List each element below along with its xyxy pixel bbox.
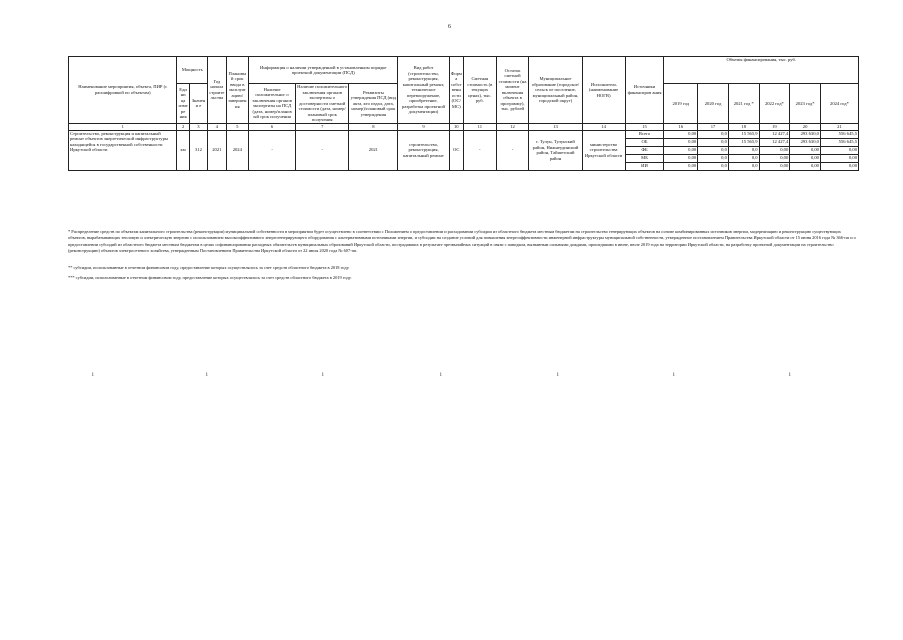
header-unit: Едини ца измере ния bbox=[177, 84, 189, 124]
funding-cell: 0,0 bbox=[698, 154, 729, 162]
row-remaining-cost: - bbox=[496, 130, 529, 170]
funding-source: МБ bbox=[625, 154, 664, 162]
header-year-2020: 2020 год bbox=[698, 84, 729, 124]
column-number: 12 bbox=[496, 123, 529, 130]
row-unit: км bbox=[177, 130, 189, 170]
funding-cell: 0,00 bbox=[790, 162, 821, 170]
funding-cell: 0,00 bbox=[664, 146, 698, 154]
funding-cell: 0,0 bbox=[728, 154, 759, 162]
scan-mark: i bbox=[206, 372, 208, 378]
program-table bbox=[68, 56, 859, 171]
row-psd-requisites: 2021 bbox=[349, 130, 398, 170]
column-number: 11 bbox=[463, 123, 496, 130]
header-reliability-conclusion: Наличие положительного заключения органов экспертизы о достоверности сметной стоимости (дата, номер/плановый срок получения bbox=[297, 84, 348, 122]
header-commissioning: Плановы й срок ввода в эксплуат ацию/завершения bbox=[226, 57, 249, 124]
funding-cell: 0,00 bbox=[664, 162, 698, 170]
column-number: 18 bbox=[728, 123, 759, 130]
funding-cell: 15 565,9 bbox=[728, 138, 759, 146]
column-number: 2 bbox=[177, 123, 189, 130]
header-municipality: Муниципальное образование (городское/сельск ое поселение, муниципальный район, городской округ) bbox=[529, 57, 582, 124]
header-start-year: Год начала строите льства bbox=[208, 57, 226, 124]
column-number: 13 bbox=[529, 123, 582, 130]
row-work-type: строительство, реконструкция, капитальный ремонт bbox=[398, 130, 449, 170]
funding-cell: 0,0 bbox=[698, 130, 729, 138]
funding-cell: 0,00 bbox=[790, 146, 821, 154]
funding-cell: 556 645,5 bbox=[820, 130, 858, 138]
funding-source: ОБ bbox=[625, 138, 664, 146]
row-ownership: ОС bbox=[449, 130, 463, 170]
row-estimated-cost: - bbox=[463, 130, 496, 170]
funding-cell: 0,00 bbox=[664, 130, 698, 138]
column-number-row bbox=[69, 123, 859, 130]
scan-mark: i bbox=[92, 372, 94, 378]
funding-cell: 15 565,9 bbox=[728, 130, 759, 138]
funding-cell: 0,0 bbox=[728, 146, 759, 154]
header-funding-volumes: Объемы финансирования, тыс. руб. bbox=[664, 57, 859, 84]
column-number: 17 bbox=[698, 123, 729, 130]
column-number: 14 bbox=[582, 123, 625, 130]
header-remaining-cost: Остаток сметной стоимости (на момент включения объекта в программу), тыс. рублей bbox=[496, 57, 529, 124]
header-funding-sources: Источники финансиров ания bbox=[625, 57, 664, 124]
header-year-2023: 2023 год* bbox=[790, 84, 821, 124]
header-estimated-cost: Сметная стоимость (в текущих ценах), тыс. руб. bbox=[463, 57, 496, 124]
column-number: 21 bbox=[820, 123, 858, 130]
scan-mark: i bbox=[673, 372, 675, 378]
page-number: 6 bbox=[448, 24, 451, 30]
column-number: 19 bbox=[759, 123, 790, 130]
header-year-2019: 2019 год bbox=[664, 84, 698, 124]
row-municipality: г. Тулун, Тулунский район, Нижнеудинский район, Тайшетский район bbox=[529, 130, 582, 170]
scan-mark: i bbox=[557, 372, 559, 378]
row-name: Строительство, реконструкция и капитальный ремонт объектов энергетической инфраструктуры находящейся в государственной собственности Иркутской области bbox=[69, 130, 177, 170]
header-psd-requisites: Реквизиты утверждения ПСД (вид акта, кто издал, дата, номер)/плановый срок утверждения bbox=[349, 84, 398, 124]
funding-cell: 0,00 bbox=[664, 138, 698, 146]
column-number: 1 bbox=[69, 123, 177, 130]
funding-cell: 0,00 bbox=[664, 154, 698, 162]
header-capacity: Мощность bbox=[177, 57, 208, 84]
funding-cell: 0,00 bbox=[790, 154, 821, 162]
row-start-year: 2021 bbox=[208, 130, 226, 170]
header-year-2024: 2024 год* bbox=[820, 84, 858, 124]
funding-cell: 0,0 bbox=[698, 162, 729, 170]
column-number: 9 bbox=[398, 123, 449, 130]
header-ownership: Форм а собст венн ости (ОС/ МС) bbox=[449, 57, 463, 124]
row-executor: министерство строительства Иркутской области bbox=[582, 130, 625, 170]
funding-source: Всего bbox=[625, 130, 664, 138]
funding-cell: 0,0 bbox=[698, 146, 729, 154]
column-number: 15 bbox=[625, 123, 664, 130]
funding-cell: 293 630,0 bbox=[790, 138, 821, 146]
funding-source: ФБ bbox=[625, 146, 664, 154]
footnote-double-star: ** субсидии, использованные в отчетном финансовом году, предоставление которых осуществлялось за счет средств областного бюджета в 2018 году. bbox=[68, 265, 350, 270]
funding-cell: 0,0 bbox=[728, 162, 759, 170]
column-number: 3 bbox=[189, 123, 207, 130]
row-commission-year: 2024 bbox=[226, 130, 249, 170]
table-row bbox=[69, 130, 859, 138]
scan-mark: i bbox=[789, 372, 791, 378]
funding-source: ИИ bbox=[625, 162, 664, 170]
header-positive-conclusion: Наличие положительног о заключения органов экспертизы на ПСД (дата, номер/планов ый срок получения bbox=[249, 84, 296, 124]
row-value: 312 bbox=[189, 130, 207, 170]
funding-cell: 0,00 bbox=[759, 162, 790, 170]
column-number: 20 bbox=[790, 123, 821, 130]
funding-cell: 293 630,0 bbox=[790, 130, 821, 138]
funding-cell: 0,00 bbox=[759, 154, 790, 162]
column-number: 5 bbox=[226, 123, 249, 130]
scan-mark: i bbox=[440, 372, 442, 378]
footnote-main: * Распределение средств по объектам капитального строительства (реконструкции) муниципальной собственности в мероприятии будет осуществлено в соответствии с Положением о предоставлении и расходовании субсидии из областного бюджета местным бюджетам на строительство генерирующих объектов на основе комбинированных источников энергии, модернизацию и реконструкцию существующих объектов, вырабатывающих тепловую и электрическую энергию с использованием высокоэффективного энергогенерирующего оборудования с альтернативными источниками энергии, и субсидии на создание условий для повышения энергоэффективности инженерной инфраструктуры муниципальной собственности, утвержденное постановлением Правительства Иркутской области от 15 июня 2016 года № 366-пп и о предоставлении субсидий из областного бюджета местным бюджетам в целях софинансирования расходных обязательств муниципальных образований Иркутской области, пострадавших в результате чрезвычайных ситуаций в связи с паводком, вызванным сильными дождями, прошедшими в июне, июле 2019 года на территории Иркутской области, на разработку проектной документации на строительство (реконструкцию) объектов электросетевого хозяйства, утвержденным Постановлением Правительства Иркутской области от 22 июля 2020 года № 607-пп. bbox=[68, 229, 856, 254]
column-number: 4 bbox=[208, 123, 226, 130]
header-executor: Исполнитель (наименование НОГВ) bbox=[582, 57, 625, 124]
column-number: 10 bbox=[449, 123, 463, 130]
funding-cell: 0,0 bbox=[698, 138, 729, 146]
funding-cell: 556 645,5 bbox=[820, 138, 858, 146]
column-number: 16 bbox=[664, 123, 698, 130]
column-number: 7 bbox=[296, 123, 349, 130]
funding-cell: 12 427,4 bbox=[759, 130, 790, 138]
funding-cell: 0,00 bbox=[820, 154, 858, 162]
header-design-docs: Информация о наличии утвержденной в установленном порядке проектной документации (ПСД) bbox=[249, 57, 398, 84]
row-reliability-conclusion: - bbox=[296, 130, 349, 170]
footnote-triple-star: *** субсидии, использованные в отчетном финансовом году, предоставление которых осуществлялось за счет средств областного бюджета в 2019 году. bbox=[68, 275, 352, 280]
funding-cell: 0,00 bbox=[820, 146, 858, 154]
funding-cell: 0,00 bbox=[759, 146, 790, 154]
funding-cell: 0,00 bbox=[820, 162, 858, 170]
column-number: 8 bbox=[349, 123, 398, 130]
header-year-2021: 2021 год * bbox=[728, 84, 759, 124]
row-positive-conclusion: - bbox=[249, 130, 296, 170]
scan-mark: i bbox=[322, 372, 324, 378]
header-name: Наименование мероприятия, объекта, ПИР (с расшифровкой по объектам) bbox=[69, 57, 177, 124]
column-number: 6 bbox=[249, 123, 296, 130]
header-work-type: Вид работ (строительство, реконструкция, капитальный ремонт, техническое перевооружение, приобретение, разработка проектной документации) bbox=[398, 57, 449, 124]
funding-cell: 12 427,4 bbox=[759, 138, 790, 146]
header-year-2022: 2022 год* bbox=[759, 84, 790, 124]
header-value: Значени е bbox=[189, 84, 207, 124]
